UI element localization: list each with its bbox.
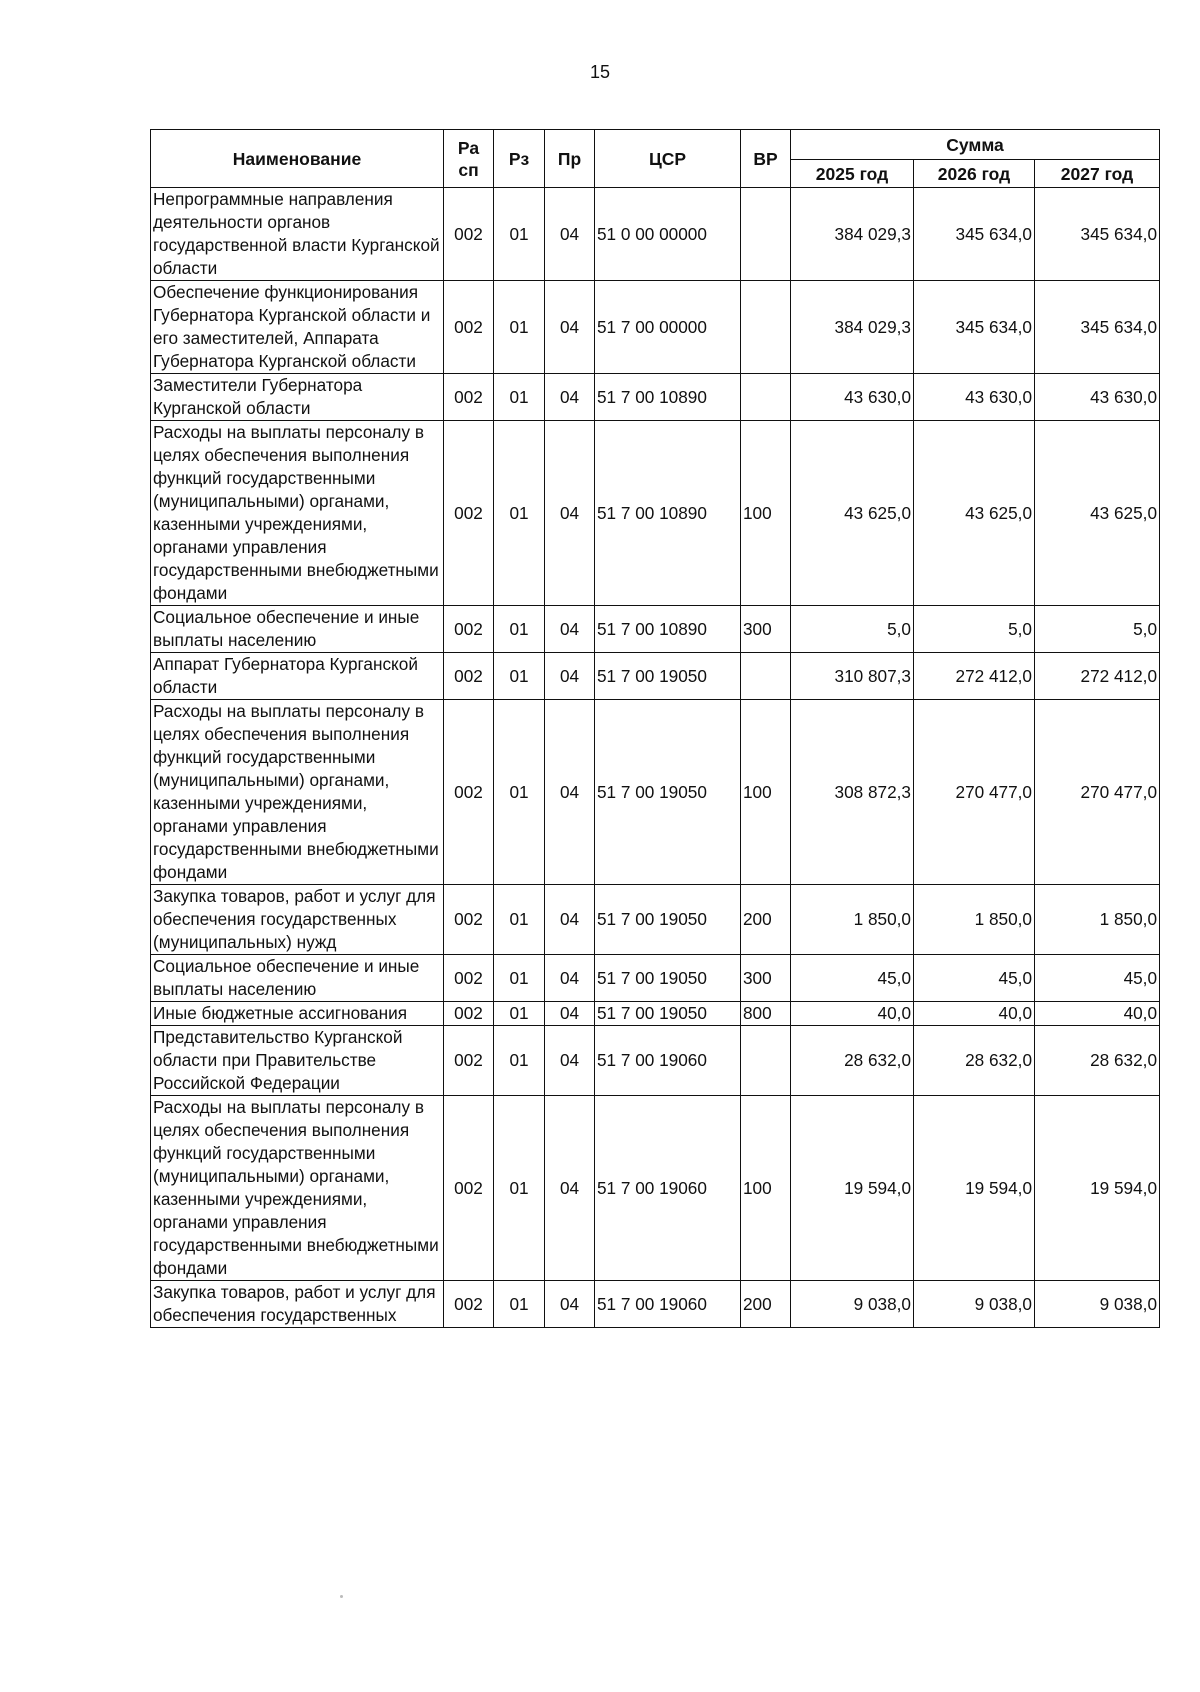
table-row [151, 281, 1160, 374]
row-pr: 04 [545, 188, 595, 281]
row-sum-2027: 1 850,0 [1035, 885, 1160, 955]
row-vr: 200 [741, 1281, 791, 1328]
row-csr: 51 7 00 19050 [595, 700, 741, 885]
row-csr: 51 7 00 10890 [595, 421, 741, 606]
row-sum-2026: 5,0 [914, 606, 1035, 653]
row-sum-2026: 40,0 [914, 1002, 1035, 1026]
row-vr: 100 [741, 1096, 791, 1281]
row-name: Непрограммные направления деятельности органов государственной власти Курганской области [151, 188, 444, 281]
row-sum-2025: 5,0 [791, 606, 914, 653]
table-row [151, 374, 1160, 421]
row-rz: 01 [494, 1002, 545, 1026]
table-row [151, 885, 1160, 955]
row-sum-2026: 1 850,0 [914, 885, 1035, 955]
row-sum-2026: 43 630,0 [914, 374, 1035, 421]
row-csr: 51 7 00 19050 [595, 955, 741, 1002]
page-number: 15 [589, 62, 611, 82]
row-rasp: 002 [444, 955, 494, 1002]
row-name: Социальное обеспечение и иные выплаты населению [151, 955, 444, 1002]
row-pr: 04 [545, 1281, 595, 1328]
row-rasp: 002 [444, 606, 494, 653]
row-sum-2025: 384 029,3 [791, 281, 914, 374]
row-sum-2025: 1 850,0 [791, 885, 914, 955]
table-header [151, 130, 1160, 188]
table-row [151, 1026, 1160, 1096]
row-sum-2027: 45,0 [1035, 955, 1160, 1002]
row-pr: 04 [545, 1026, 595, 1096]
row-rasp: 002 [444, 653, 494, 700]
row-pr: 04 [545, 700, 595, 885]
row-csr: 51 7 00 19060 [595, 1096, 741, 1281]
row-pr: 04 [545, 653, 595, 700]
row-pr: 04 [545, 955, 595, 1002]
row-vr [741, 1026, 791, 1096]
table-row [151, 653, 1160, 700]
row-sum-2026: 345 634,0 [914, 188, 1035, 281]
row-vr: 800 [741, 1002, 791, 1026]
row-name: Представительство Курганской области при Правительстве Российской Федерации [151, 1026, 444, 1096]
row-sum-2025: 19 594,0 [791, 1096, 914, 1281]
row-rz: 01 [494, 885, 545, 955]
row-sum-2027: 9 038,0 [1035, 1281, 1160, 1328]
row-vr [741, 653, 791, 700]
table-row [151, 1096, 1160, 1281]
row-rasp: 002 [444, 1002, 494, 1026]
row-rz: 01 [494, 374, 545, 421]
row-rz: 01 [494, 1096, 545, 1281]
row-sum-2026: 45,0 [914, 955, 1035, 1002]
row-rasp: 002 [444, 700, 494, 885]
row-rz: 01 [494, 653, 545, 700]
row-vr: 100 [741, 700, 791, 885]
header-sum: Сумма [791, 130, 1160, 160]
row-vr [741, 188, 791, 281]
row-sum-2026: 28 632,0 [914, 1026, 1035, 1096]
row-rasp: 002 [444, 421, 494, 606]
row-sum-2027: 270 477,0 [1035, 700, 1160, 885]
row-csr: 51 7 00 19050 [595, 1002, 741, 1026]
row-csr: 51 7 00 10890 [595, 606, 741, 653]
row-sum-2025: 45,0 [791, 955, 914, 1002]
row-name: Обеспечение функционирования Губернатора Курганской области и его заместителей, Аппарата Губернатора Курганской области [151, 281, 444, 374]
header-2025: 2025 год [791, 160, 914, 188]
row-csr: 51 7 00 19060 [595, 1026, 741, 1096]
row-pr: 04 [545, 606, 595, 653]
row-csr: 51 7 00 10890 [595, 374, 741, 421]
header-pr: Пр [545, 130, 595, 188]
row-sum-2025: 28 632,0 [791, 1026, 914, 1096]
row-rz: 01 [494, 281, 545, 374]
row-name: Закупка товаров, работ и услуг для обеспечения государственных (муниципальных) нужд [151, 885, 444, 955]
row-name: Иные бюджетные ассигнования [151, 1002, 444, 1026]
row-sum-2027: 345 634,0 [1035, 188, 1160, 281]
row-sum-2026: 9 038,0 [914, 1281, 1035, 1328]
row-sum-2025: 9 038,0 [791, 1281, 914, 1328]
row-vr [741, 374, 791, 421]
row-sum-2027: 40,0 [1035, 1002, 1160, 1026]
row-rasp: 002 [444, 188, 494, 281]
row-rz: 01 [494, 188, 545, 281]
table-body [151, 188, 1160, 1328]
row-sum-2026: 272 412,0 [914, 653, 1035, 700]
table-row [151, 188, 1160, 281]
row-rasp: 002 [444, 374, 494, 421]
row-vr: 300 [741, 606, 791, 653]
row-rz: 01 [494, 700, 545, 885]
row-sum-2025: 43 625,0 [791, 421, 914, 606]
header-rz: Рз [494, 130, 545, 188]
row-sum-2025: 310 807,3 [791, 653, 914, 700]
row-sum-2027: 43 630,0 [1035, 374, 1160, 421]
row-name: Аппарат Губернатора Курганской области [151, 653, 444, 700]
row-vr: 300 [741, 955, 791, 1002]
row-vr [741, 281, 791, 374]
row-csr: 51 7 00 19060 [595, 1281, 741, 1328]
table-row [151, 606, 1160, 653]
row-rz: 01 [494, 1281, 545, 1328]
row-rasp: 002 [444, 1096, 494, 1281]
table-row [151, 1002, 1160, 1026]
row-pr: 04 [545, 374, 595, 421]
row-vr: 200 [741, 885, 791, 955]
table-row [151, 421, 1160, 606]
row-sum-2027: 43 625,0 [1035, 421, 1160, 606]
row-rz: 01 [494, 955, 545, 1002]
table-row [151, 955, 1160, 1002]
row-sum-2026: 19 594,0 [914, 1096, 1035, 1281]
row-name: Расходы на выплаты персоналу в целях обеспечения выполнения функций государственными (муниципальными) органами, казенными учреждениями, органами управления государственными внебюджетными фондами [151, 1096, 444, 1281]
row-name: Закупка товаров, работ и услуг для обеспечения государственных [151, 1281, 444, 1328]
row-rasp: 002 [444, 281, 494, 374]
row-csr: 51 0 00 00000 [595, 188, 741, 281]
row-sum-2027: 272 412,0 [1035, 653, 1160, 700]
row-sum-2025: 384 029,3 [791, 188, 914, 281]
row-sum-2027: 28 632,0 [1035, 1026, 1160, 1096]
row-csr: 51 7 00 19050 [595, 653, 741, 700]
row-name: Заместители Губернатора Курганской области [151, 374, 444, 421]
row-vr: 100 [741, 421, 791, 606]
row-rasp: 002 [444, 885, 494, 955]
row-pr: 04 [545, 1096, 595, 1281]
row-rz: 01 [494, 606, 545, 653]
scan-speck [340, 1595, 343, 1598]
header-vr: ВР [741, 130, 791, 188]
row-pr: 04 [545, 281, 595, 374]
row-sum-2027: 5,0 [1035, 606, 1160, 653]
header-2026: 2026 год [914, 160, 1035, 188]
row-rz: 01 [494, 421, 545, 606]
row-sum-2027: 345 634,0 [1035, 281, 1160, 374]
header-name: Наименование [151, 130, 444, 188]
header-csr: ЦСР [595, 130, 741, 188]
row-sum-2026: 345 634,0 [914, 281, 1035, 374]
row-rasp: 002 [444, 1026, 494, 1096]
row-sum-2025: 40,0 [791, 1002, 914, 1026]
row-rasp: 002 [444, 1281, 494, 1328]
row-rz: 01 [494, 1026, 545, 1096]
row-pr: 04 [545, 1002, 595, 1026]
row-sum-2027: 19 594,0 [1035, 1096, 1160, 1281]
row-csr: 51 7 00 00000 [595, 281, 741, 374]
row-name: Социальное обеспечение и иные выплаты населению [151, 606, 444, 653]
header-rasp: Ра сп [444, 130, 494, 188]
table-row [151, 1281, 1160, 1328]
row-sum-2025: 43 630,0 [791, 374, 914, 421]
budget-table [150, 129, 1160, 1328]
row-name: Расходы на выплаты персоналу в целях обеспечения выполнения функций государственными (муниципальными) органами, казенными учреждениями, органами управления государственными внебюджетными фондами [151, 700, 444, 885]
row-pr: 04 [545, 421, 595, 606]
table-row [151, 700, 1160, 885]
row-csr: 51 7 00 19050 [595, 885, 741, 955]
row-sum-2026: 43 625,0 [914, 421, 1035, 606]
row-name: Расходы на выплаты персоналу в целях обеспечения выполнения функций государственными (муниципальными) органами, казенными учреждениями, органами управления государственными внебюджетными фондами [151, 421, 444, 606]
row-sum-2025: 308 872,3 [791, 700, 914, 885]
row-sum-2026: 270 477,0 [914, 700, 1035, 885]
row-pr: 04 [545, 885, 595, 955]
header-2027: 2027 год [1035, 160, 1160, 188]
